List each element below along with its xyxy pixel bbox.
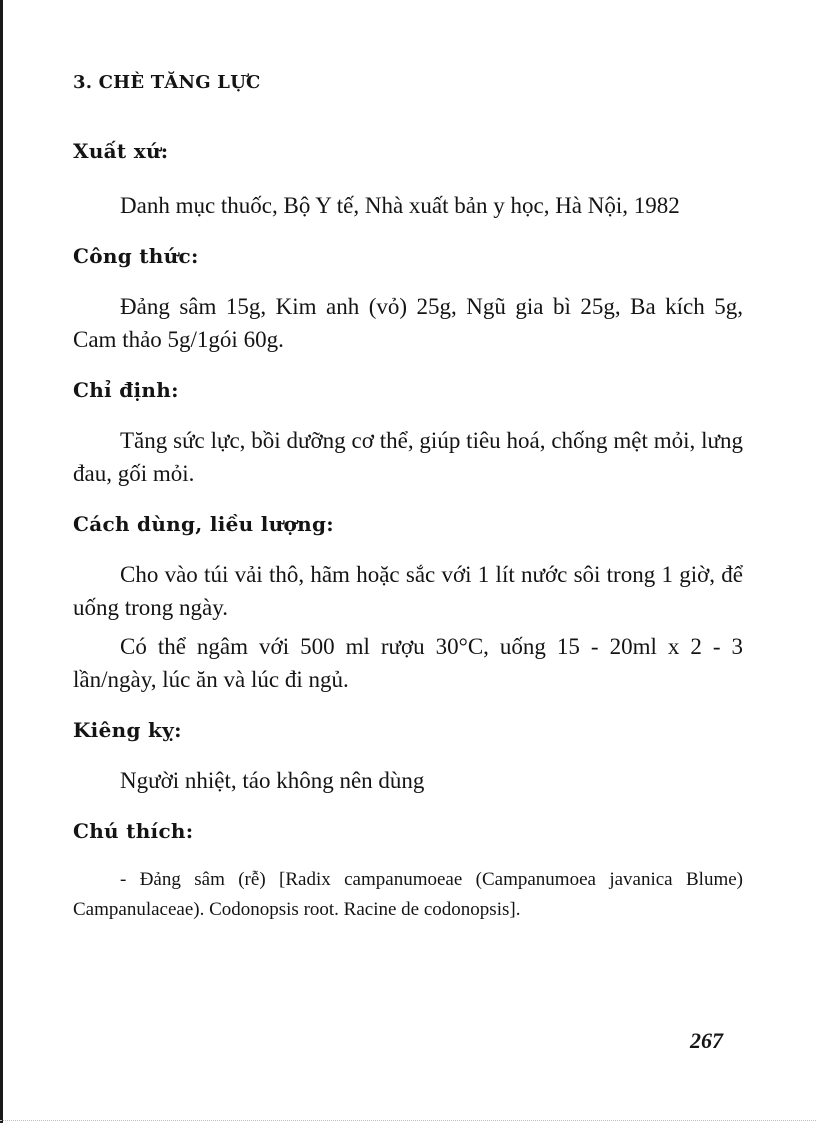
page-number: 267 <box>690 1028 723 1053</box>
page-bottom-rule <box>0 1120 816 1121</box>
heading-origin: Xuất xứ: <box>73 139 169 163</box>
page-edge-rule <box>0 0 3 1123</box>
paragraph-notes: - Đảng sâm (rễ) [Radix campanumoeae (Campanumoea javanica Blume) Campanulaceae). Codonopsis root. Racine de codonopsis]. <box>73 869 743 920</box>
heading-formula: Công thức: <box>73 244 199 268</box>
recipe-title: 3. CHÈ TĂNG LỰC <box>73 72 261 93</box>
paragraph-indication: Tăng sức lực, bồi dưỡng cơ thể, giúp tiêu hoá, chống mệt mỏi, lưng đau, gối mỏi. <box>73 428 743 486</box>
heading-indication: Chỉ định: <box>73 378 179 402</box>
heading-dosage: Cách dùng, liều lượng: <box>73 512 334 536</box>
heading-contraindication: Kiêng kỵ: <box>73 718 182 742</box>
paragraph-contraindication: Người nhiệt, táo không nên dùng <box>120 768 425 793</box>
heading-notes: Chú thích: <box>73 819 194 843</box>
paragraph-origin: Danh mục thuốc, Bộ Y tế, Nhà xuất bản y học, Hà Nội, 1982 <box>120 193 680 218</box>
paragraph-dosage-1: Cho vào túi vải thô, hãm hoặc sắc với 1 lít nước sôi trong 1 giờ, để uống trong ngày. <box>73 562 743 620</box>
paragraph-formula: Đảng sâm 15g, Kim anh (vỏ) 25g, Ngũ gia bì 25g, Ba kích 5g, Cam thảo 5g/1gói 60g. <box>73 294 743 352</box>
paragraph-dosage-2: Có thể ngâm với 500 ml rượu 30°C, uống 15 - 20ml x 2 - 3 lần/ngày, lúc ăn và lúc đi ngủ. <box>73 634 743 692</box>
document-page <box>73 60 743 925</box>
